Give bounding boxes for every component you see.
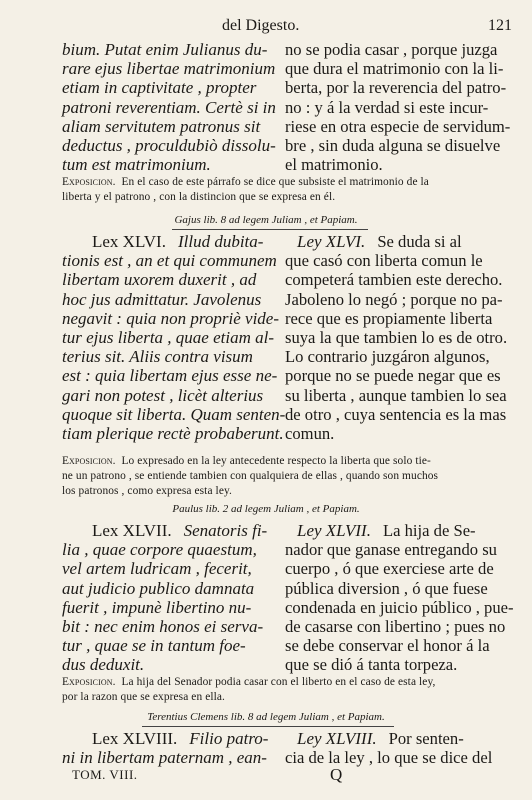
exposition-label: Exposicion.: [62, 455, 116, 467]
citation-law-48: Terentius Clemens lib. 8 ad legem Juliam , et Papiam.: [147, 711, 385, 723]
exposition-label: Exposicion.: [62, 176, 116, 188]
spanish-law-number-48: Ley XLVIII.: [297, 729, 377, 748]
page-number: 121: [488, 17, 512, 34]
latin-text-law-46: Illud dubita- tionis est , an et qui communem libertam uxorem duxerit , ad hoc jus admittatur. Javolenus negavit : quia non propriè vide- tur ejus liberta , quae etiam al- terius sit. Aliis contra visum est : quia libertam ejus esse ne- gari non potest , licèt alterius quoque sit liberta. Quam senten- tiam plerique rectè probaberunt.: [62, 232, 286, 444]
latin-law-number-46: Lex XLVI.: [92, 232, 166, 251]
latin-law-number-47: Lex XLVII.: [92, 521, 172, 540]
citation-law-46: Gajus lib. 8 ad legem Juliam , et Papiam.: [174, 214, 358, 226]
divider: [142, 726, 394, 727]
signature-mark: Q: [330, 765, 343, 784]
exposition-text: Lo expresado en la ley antecedente respecto la liberta que solo tie- ne un patrono , se entiende tambien con qualquiera de ellas , quando son muchos los patronos , como expresa esta ley.: [62, 455, 439, 497]
spanish-text-law-48: Por senten- cia de la ley , lo que se dice del: [285, 729, 493, 768]
latin-text-law-47: Senatoris fi- lia , quae corpore quaestum, vel artem ludricam , fecerit, aut judicio publico damnata fuerit , impunè libertino nu- bit : nec enim honos ei serva- tur , quae se in tantum foe- dus deduxit.: [62, 521, 268, 675]
spanish-law-number-47: Ley XLVII.: [297, 521, 371, 540]
citation-law-47: Paulus lib. 2 ad legem Juliam , et Papiam.: [172, 503, 360, 515]
exposition-text: La hija del Senador podia casar con el liberto en el caso de esta ley, por la razon que se expresa en ella.: [62, 676, 436, 703]
spanish-text-law-47: La hija de Se- nador que ganase entregando su cuerpo , ó que exerciese arte de pública diversion , ó que fuese condenada en juicio público , pue- de casarse con libertino ; pues no se debe conservar el honor á la que se dió á tanta torpeza.: [285, 521, 514, 675]
spanish-text-section-1: no se podia casar , porque juzga que dura el matrimonio con la li- berta, por la reverencia del patro- no : y á la verdad si este incur- riese en otra especie de servidum- bre , sin duda alguna se disuelve el matrimonio.: [285, 40, 511, 175]
latin-text-section-1: bium. Putat enim Julianus du- rare ejus libertae matrimonium etiam in captivitate , propter patroni reverentiam. Certè si in aliam servitutem patronus sit deductus , proculdubiò dissolu- tum est matrimonium.: [62, 40, 276, 175]
running-head-title: del Digesto.: [222, 17, 300, 34]
exposition-1: [62, 175, 429, 205]
latin-law-number-48: Lex XLVIII.: [92, 729, 178, 748]
exposition-2: [62, 454, 438, 499]
spanish-text-law-46: Se duda si al que casó con liberta comun le competerá tambien este derecho. Jaboleno lo negó ; porque no pa- rece que es propiamente liberta suya la que tambien lo es de otro. Lo contrario juzgáron algunos, porque no se puede negar que es su liberta , aunque tambien lo sea de otro , cuya sentencia es la mas comun.: [285, 232, 508, 444]
spanish-law-number-46: Ley XLVI.: [297, 232, 366, 251]
exposition-label: Exposicion.: [62, 676, 116, 688]
exposition-3: [62, 675, 435, 705]
divider: [172, 229, 368, 230]
exposition-text: En el caso de este párrafo se dice que subsiste el matrimonio de la liberta y el patrono , con la distincion que se expresa en él.: [62, 176, 429, 203]
volume-marker: TOM. VIII.: [72, 767, 138, 782]
latin-text-law-48: Filio patro- ni in libertam paternam , ean-: [62, 729, 269, 768]
